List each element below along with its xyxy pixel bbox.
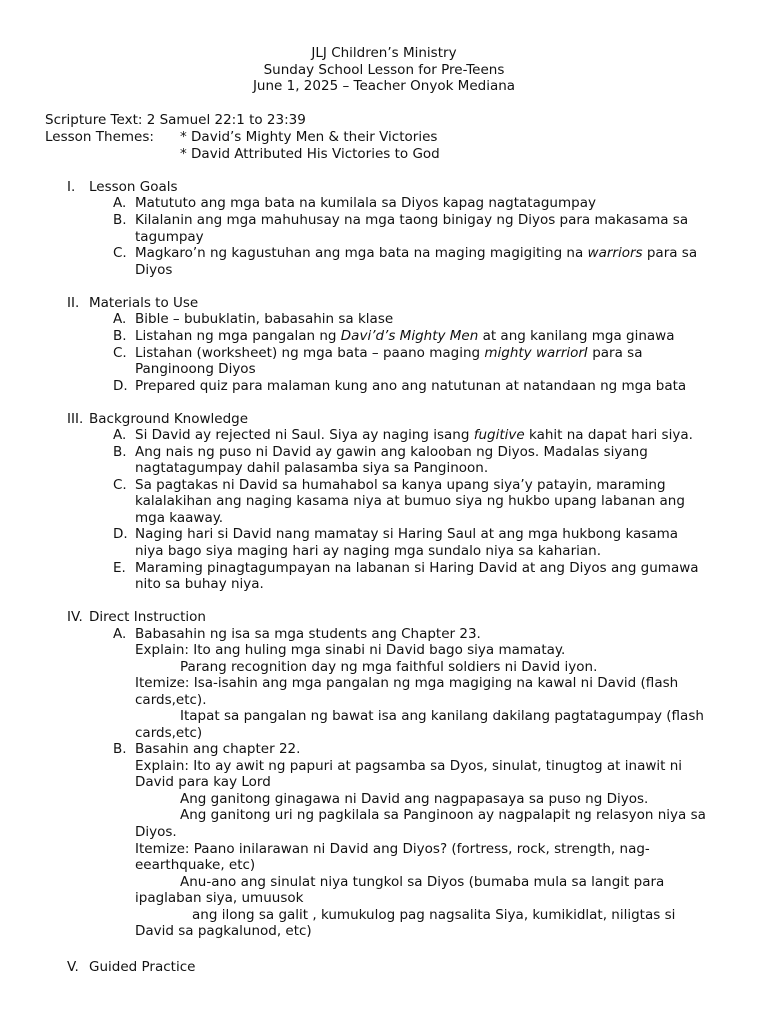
- list-item-cont: kalalakihan ang naging kasama niya at bumuo siya ng hukbo upang labanan ang: [135, 493, 685, 509]
- section-title: Lesson Goals: [89, 179, 178, 195]
- section-title: Guided Practice: [89, 959, 196, 975]
- list-item-cont: Diyos: [135, 262, 173, 278]
- list-item: Ang nais ng puso ni David ay gawin ang kalooban ng Diyos. Madalas siyang: [135, 444, 648, 460]
- list-marker: C.: [113, 245, 127, 261]
- list-marker: C.: [113, 477, 127, 493]
- list-marker: C.: [113, 345, 127, 361]
- list-item-cont: Itemize: Paano inilarawan ni David ang Diyos? (fortress, rock, strength, nag-: [135, 841, 650, 857]
- list-item: Listahan ng mga pangalan ng Davi’d’s Mighty Men at ang kanilang mga ginawa: [135, 328, 675, 344]
- list-item-cont: nagtatagumpay dahil palasamba siya sa Panginoon.: [135, 460, 489, 476]
- theme-item: * David Attributed His Victories to God: [180, 146, 440, 162]
- list-item-cont: cards,etc).: [135, 692, 207, 708]
- list-marker: E.: [113, 560, 126, 576]
- list-item: Maraming pinagtagumpayan na labanan si Haring David at ang Diyos ang gumawa: [135, 560, 699, 576]
- list-item: Basahin ang chapter 22.: [135, 741, 301, 757]
- list-item-cont: Explain: Ito ang huling mga sinabi ni David bago siya mamatay.: [135, 642, 566, 658]
- ministry-name: JLJ Children’s Ministry: [311, 45, 457, 61]
- list-item: Magkaro’n ng kagustuhan ang mga bata na maging magigiting na warriors para sa: [135, 245, 698, 261]
- list-marker: A.: [113, 195, 127, 211]
- list-marker: A.: [113, 427, 127, 443]
- list-marker: D.: [113, 378, 128, 394]
- list-item: Naging hari si David nang mamatay si Haring Saul at ang mga hukbong kasama: [135, 526, 679, 542]
- list-item-cont: Itemize: Isa-isahin ang mga pangalan ng mga magiging na kawal ni David (flash: [135, 675, 679, 691]
- list-item-cont: ipaglaban siya, umuusok: [135, 890, 304, 906]
- list-item: Babasahin ng isa sa mga students ang Chapter 23.: [135, 626, 481, 642]
- section-title: Direct Instruction: [89, 609, 206, 625]
- list-item-cont: Parang recognition day ng mga faithful soldiers ni David iyon.: [180, 659, 598, 675]
- list-item-cont: tagumpay: [135, 229, 204, 245]
- list-item-cont: Explain: Ito ay awit ng papuri at pagsamba sa Dyos, sinulat, tinugtog at inawit ni: [135, 758, 683, 774]
- list-item: Sa pagtakas ni David sa humahabol sa kanya upang siya’y patayin, maraming: [135, 477, 666, 493]
- list-item-cont: nito sa buhay niya.: [135, 576, 264, 592]
- list-item-cont: David para kay Lord: [135, 774, 271, 790]
- list-item: Prepared quiz para malaman kung ano ang natutunan at natandaan ng mga bata: [135, 378, 687, 394]
- section-title: Background Knowledge: [89, 411, 249, 427]
- list-item-cont: ang ilong sa galit , kumukulog pag nagsalita Siya, kumikidlat, niligtas si: [192, 907, 676, 923]
- section-number: II.: [67, 295, 80, 311]
- list-item-cont: Anu-ano ang sinulat niya tungkol sa Diyos (bumaba mula sa langit para: [180, 874, 665, 890]
- lesson-subtitle: Sunday School Lesson for Pre-Teens: [263, 61, 505, 78]
- list-item: Bible – bubuklatin, babasahin sa klase: [135, 311, 394, 327]
- section-number: III.: [67, 411, 84, 427]
- list-item-cont: David sa pagkalunod, etc): [135, 923, 312, 939]
- section-title: Materials to Use: [89, 295, 199, 311]
- list-marker: B.: [113, 212, 127, 228]
- date-teacher: June 1, 2025 – Teacher Onyok Mediana: [252, 78, 516, 94]
- list-item-cont: Ang ganitong uri ng pagkilala sa Panginoon ay nagpalapit ng relasyon niya sa: [180, 807, 706, 823]
- list-item: Si David ay rejected ni Saul. Siya ay naging isang fugitive kahit na dapat hari siya.: [135, 427, 693, 443]
- list-item-cont: eearthquake, etc): [135, 857, 256, 873]
- list-item-cont: Itapat sa pangalan ng bawat isa ang kanilang dakilang pagtatagumpay (flash: [180, 708, 704, 724]
- list-item: Matututo ang mga bata na kumilala sa Diyos kapag nagtatagumpay: [135, 195, 596, 211]
- section-number: IV.: [67, 609, 83, 625]
- list-marker: B.: [113, 444, 127, 460]
- document-header: [0, 45, 768, 95]
- list-marker: A.: [113, 626, 127, 642]
- list-marker: B.: [113, 328, 127, 344]
- list-marker: A.: [113, 311, 127, 327]
- list-item: Listahan (worksheet) ng mga bata – paano maging mighty warriorI para sa: [135, 345, 643, 361]
- list-item-cont: Diyos.: [135, 824, 177, 840]
- section-number: V.: [67, 959, 79, 975]
- list-marker: B.: [113, 741, 127, 757]
- list-item-cont: Ang ganitong ginagawa ni David ang nagpapasaya sa puso ng Diyos.: [180, 791, 649, 807]
- list-item: Kilalanin ang mga mahuhusay na mga taong binigay ng Diyos para makasama sa: [135, 212, 689, 228]
- list-item-cont: mga kaaway.: [135, 510, 224, 526]
- section-number: I.: [67, 179, 76, 195]
- theme-item: * David’s Mighty Men & their Victories: [180, 129, 438, 145]
- list-item-cont: cards,etc): [135, 725, 203, 741]
- list-item-cont: Panginoong Diyos: [135, 361, 256, 377]
- themes-label: Lesson Themes:: [45, 129, 154, 145]
- list-marker: D.: [113, 526, 128, 542]
- list-item-cont: niya bago siya maging hari ay naging mga sundalo niya sa kaharian.: [135, 543, 601, 559]
- scripture-text: Scripture Text: 2 Samuel 22:1 to 23:39: [45, 112, 306, 128]
